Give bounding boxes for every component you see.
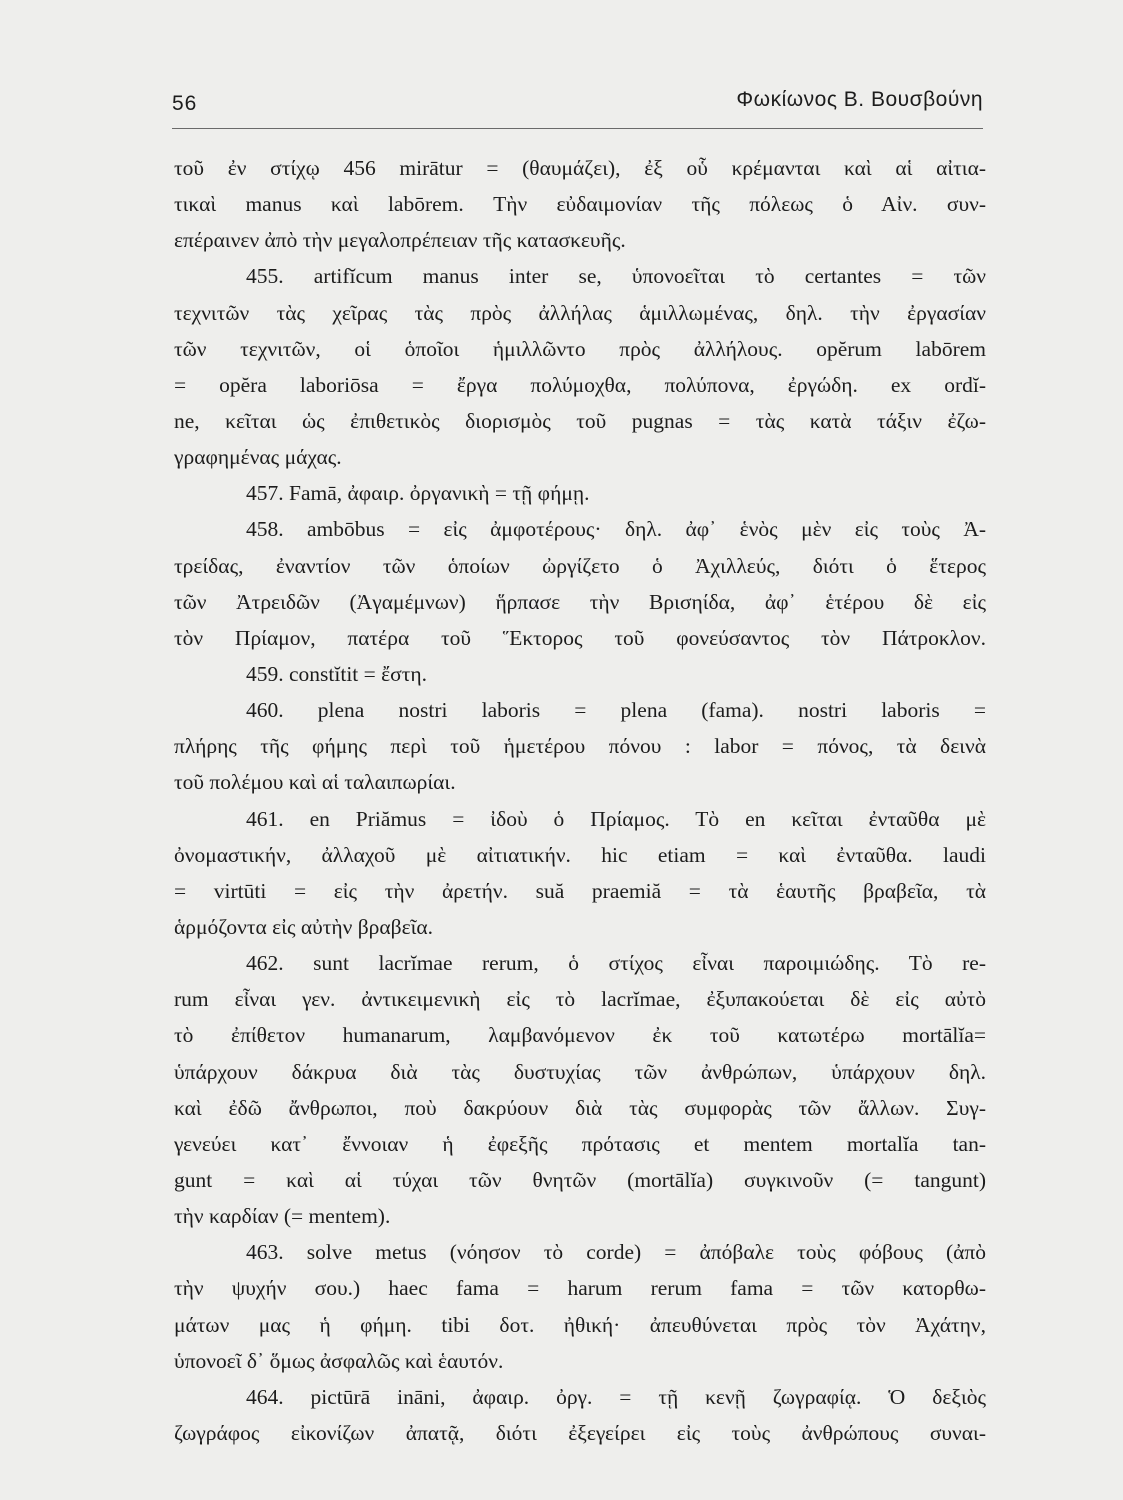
- text-line: τοῦ πολέμου καὶ αἱ ταλαιπωρίαι.: [174, 770, 456, 795]
- text-line: 462. sunt lacrĭmae rerum, ὁ στίχος εἶναι παροιμιώδης. Τὸ re-: [246, 951, 986, 976]
- text-line: ὑπάρχουν δάκρυα διὰ τὰς δυστυχίας τῶν ἀνθρώπων, ὑπάρχουν δηλ.: [174, 1059, 986, 1084]
- text-line: γραφημένας μάχας.: [174, 445, 342, 470]
- text-line: τῶν τεχνιτῶν, οἱ ὁποῖοι ἡμιλλῶντο πρὸς ἀλλήλους. opĕrum labōrem: [174, 336, 986, 361]
- text-line: τικαὶ manus καὶ labōrem. Τὴν εὐδαιμονίαν τῆς πόλεως ὁ Αἰν. συν-: [174, 192, 986, 217]
- text-line: καὶ ἐδῶ ἄνθρωποι, ποὺ δακρύουν διὰ τὰς συμφορὰς τῶν ἄλλων. Συγ-: [174, 1095, 986, 1120]
- text-line: 464. pictūrā ināni, ἀφαιρ. ὀργ. = τῇ κενῇ ζωγραφίᾳ. Ὁ δεξιὸς: [246, 1384, 986, 1409]
- running-title: Φωκίωνος Β. Βουσβούνη: [736, 88, 983, 111]
- text-line: 459. constĭtit = ἔστη.: [246, 661, 428, 686]
- text-line: 458. ambōbus = εἰς ἀμφοτέρους· δηλ. ἀφ᾽ ἑνὸς μὲν εἰς τοὺς Ἀ-: [246, 517, 986, 542]
- running-head: [172, 84, 983, 129]
- text-line: τὸν Πρίαμον, πατέρα τοῦ Ἕκτορος τοῦ φονεύσαντος τὸν Πάτροκλον.: [174, 625, 986, 650]
- text-line: τὸ ἐπίθετον humanarum, λαμβανόμενον ἐκ τοῦ κατωτέρω mortālĭa=: [174, 1023, 986, 1048]
- text-line: τοῦ ἐν στίχῳ 456 mirātur = (θαυμάζει), ἐξ οὗ κρέμανται καὶ αἱ αἰτια-: [174, 156, 986, 180]
- text-line: τὴν καρδίαν (= mentem).: [174, 1204, 391, 1229]
- text-line: επέραινεν ἀπὸ τὴν μεγαλοπρέπειαν τῆς κατασκευῆς.: [174, 228, 626, 253]
- text-line: 463. solve metus (νόησον τὸ corde) = ἀπόβαλε τοὺς φόβους (ἀπὸ: [246, 1240, 986, 1265]
- text-line: gunt = καὶ αἱ τύχαι τῶν θνητῶν (mortālĭa) συγκινοῦν (= tangunt): [174, 1167, 986, 1192]
- text-line: ἁρμόζοντα εἰς αὐτὴν βραβεῖα.: [174, 914, 434, 939]
- text-line: τῶν Ἀτρειδῶν (Ἀγαμέμνων) ἥρπασε τὴν Βρισηίδα, ἀφ᾽ ἑτέρου δὲ εἰς: [174, 589, 986, 614]
- page-number: 56: [172, 92, 198, 115]
- text-line: rum εἶναι γεν. ἀντικειμενικὴ εἰς τὸ lacrĭmae, ἐξυπακούεται δὲ εἰς αὐτὸ: [174, 987, 986, 1012]
- text-line: = virtūti = εἰς τὴν ἀρετήν. suă praemiă = τὰ ἑαυτῆς βραβεῖα, τὰ: [174, 878, 986, 903]
- text-line: 455. artifĭcum manus inter se, ὑπονοεῖται τὸ certantes = τῶν: [246, 264, 986, 289]
- text-line: = opĕra laboriōsa = ἔργα πολύμοχθα, πολύπονα, ἐργώδη. ex ordĭ-: [174, 372, 986, 397]
- text-line: τρείδας, ἐναντίον τῶν ὁποίων ὠργίζετο ὁ Ἀχιλλεύς, διότι ὁ ἕτερος: [174, 553, 986, 578]
- text-line: τεχνιτῶν τὰς χεῖρας τὰς πρὸς ἀλλήλας ἁμιλλωμένας, δηλ. τὴν ἐργασίαν: [174, 300, 986, 325]
- text-line: ὀνομαστικήν, ἀλλαχοῦ μὲ αἰτιατικήν. hic etiam = καὶ ἐνταῦθα. laudi: [174, 842, 986, 867]
- text-line: ne, κεῖται ὡς ἐπιθετικὸς διορισμὸς τοῦ pugnas = τὰς κατὰ τάξιν ἐζω-: [174, 408, 986, 433]
- body-text: [174, 150, 986, 1451]
- text-line: γενεύει κατ᾽ ἔννοιαν ἡ ἐφεξῆς πρότασις et mentem mortalĭa tan-: [174, 1131, 986, 1156]
- text-line: 457. Famā, ἀφαιρ. ὀργανικὴ = τῇ φήμῃ.: [246, 481, 590, 506]
- text-line: 461. en Priămus = ἰδοὺ ὁ Πρίαμος. Τὸ en κεῖται ἐνταῦθα μὲ: [246, 806, 986, 831]
- text-line: ὑπονοεῖ δ᾽ ὅμως ἀσφαλῶς καὶ ἑαυτόν.: [174, 1348, 504, 1373]
- text-line: τὴν ψυχήν σου.) haec fama = harum rerum fama = τῶν κατορθω-: [174, 1276, 986, 1301]
- text-line: πλήρης τῆς φήμης περὶ τοῦ ἡμετέρου πόνου : labor = πόνος, τὰ δεινὰ: [174, 734, 986, 759]
- text-line: μάτων μας ἡ φήμη. tibi δοτ. ἠθική· ἀπευθύνεται πρὸς τὸν Ἀχάτην,: [174, 1312, 986, 1337]
- text-line: ζωγράφος εἰκονίζων ἀπατᾷ, διότι ἐξεγείρει εἰς τοὺς ἀνθρώπους συναι-: [174, 1420, 986, 1445]
- text-line: 460. plena nostri laboris = plena (fama). nostri laboris =: [246, 698, 986, 723]
